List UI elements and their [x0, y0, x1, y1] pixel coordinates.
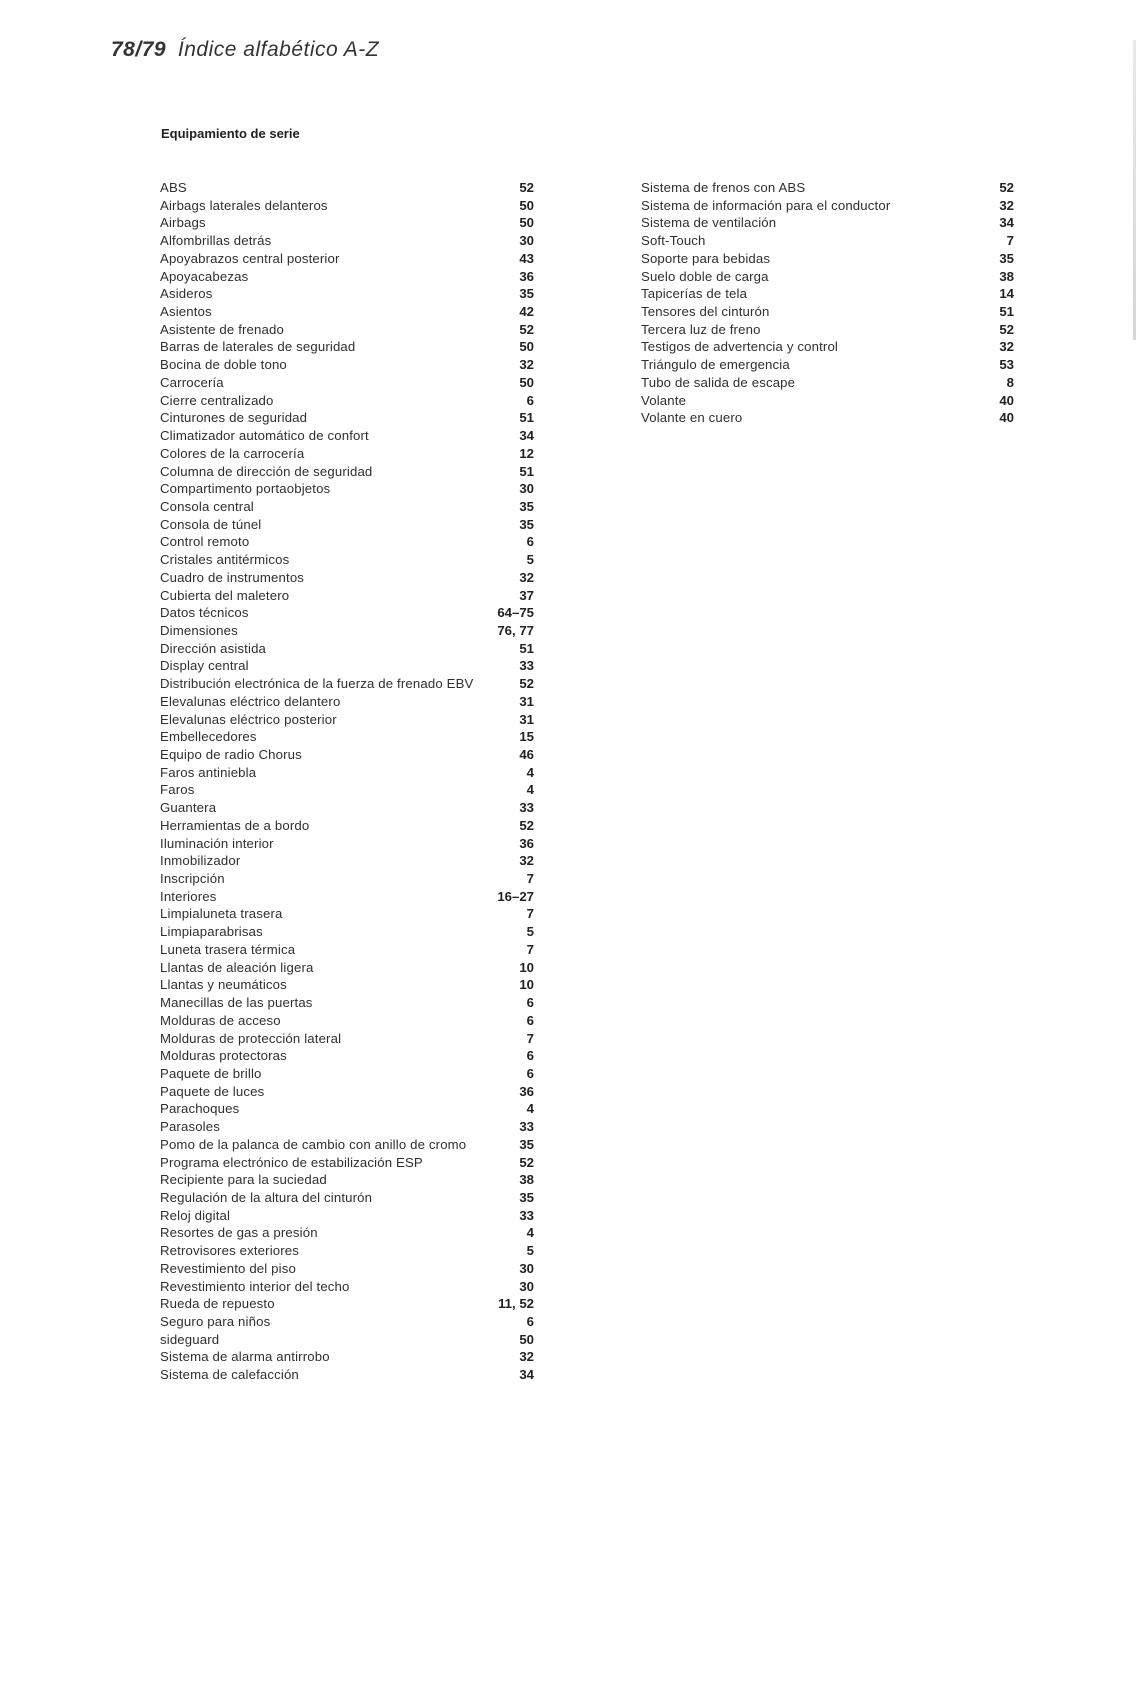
index-term: Faros antiniebla	[160, 764, 257, 780]
index-entry	[160, 905, 534, 923]
index-page-ref: 33	[519, 800, 534, 816]
index-entry	[641, 321, 1014, 339]
index-term: Cristales antitérmicos	[160, 552, 290, 568]
index-page-ref: 52	[519, 180, 534, 195]
index-entry	[160, 976, 534, 994]
index-entry	[641, 285, 1014, 303]
index-term: Luneta trasera térmica	[160, 941, 296, 957]
index-term: Pomo de la palanca de cambio con anillo de cromo	[160, 1136, 467, 1152]
index-entry	[641, 392, 1014, 410]
index-entry	[160, 409, 534, 427]
index-page-ref: 36	[519, 268, 534, 284]
index-term: Alfombrillas detrás	[160, 233, 272, 249]
index-term: Embellecedores	[160, 729, 257, 745]
index-term: Tensores del cinturón	[641, 304, 770, 320]
index-term: Testigos de advertencia y control	[641, 339, 839, 355]
index-entry	[641, 409, 1014, 427]
index-term: Rueda de repuesto	[160, 1296, 275, 1312]
index-term: Tubo de salida de escape	[641, 374, 796, 390]
index-page-ref: 46	[519, 747, 534, 762]
index-page-ref: 64–75	[497, 605, 534, 621]
index-entry	[160, 338, 534, 356]
index-entry	[160, 445, 534, 463]
index-entry	[160, 1260, 534, 1278]
index-term: ABS	[160, 180, 187, 195]
index-column-left	[160, 179, 534, 1384]
index-entry	[160, 569, 534, 587]
index-page-ref: 14	[999, 286, 1014, 302]
index-term: Cuadro de instrumentos	[160, 569, 305, 585]
index-entry	[160, 214, 534, 232]
index-term: Tapicerías de tela	[641, 286, 748, 302]
index-entry	[641, 356, 1014, 374]
index-page-ref: 6	[526, 392, 534, 408]
index-term: Sistema de alarma antirrobo	[160, 1349, 330, 1365]
index-page-ref: 53	[999, 357, 1014, 373]
index-page-ref: 31	[519, 693, 534, 709]
index-entry	[160, 1083, 534, 1101]
index-page-ref: 16–27	[497, 888, 534, 904]
index-entry	[160, 551, 534, 569]
index-entry	[160, 1366, 534, 1384]
index-page-ref: 40	[999, 392, 1014, 408]
index-term: Display central	[160, 658, 249, 674]
index-entry	[160, 1313, 534, 1331]
index-page-ref: 35	[519, 1136, 534, 1152]
index-term: Paquete de brillo	[160, 1065, 262, 1081]
index-term: Apoyabrazos central posterior	[160, 250, 340, 266]
index-entry	[160, 888, 534, 906]
index-page-ref: 40	[999, 410, 1014, 426]
index-entry	[160, 1295, 534, 1313]
index-page-ref: 31	[519, 711, 534, 727]
index-page-ref: 4	[526, 1225, 534, 1241]
index-page-ref: 35	[519, 498, 534, 514]
index-term: Paquete de luces	[160, 1083, 265, 1099]
index-page-ref: 6	[526, 1048, 534, 1064]
index-term: Asistente de frenado	[160, 321, 284, 337]
index-term: Distribución electrónica de la fuerza de frenado EBV	[160, 676, 474, 692]
index-entry	[160, 1118, 534, 1136]
index-page-ref: 76, 77	[497, 622, 534, 638]
index-entry	[160, 728, 534, 746]
index-entry	[160, 516, 534, 534]
index-page-ref: 50	[519, 339, 534, 355]
index-page-ref: 5	[526, 924, 534, 940]
index-entry	[160, 835, 534, 853]
index-term: Parasoles	[160, 1119, 220, 1135]
index-entry	[160, 197, 534, 215]
index-page-ref: 52	[999, 321, 1014, 337]
index-entry	[641, 232, 1014, 250]
index-entry	[641, 179, 1014, 197]
index-page-ref: 5	[526, 1243, 534, 1259]
index-entry	[160, 498, 534, 516]
index-entry	[160, 799, 534, 817]
index-page-ref: 51	[519, 410, 534, 426]
index-entry	[160, 250, 534, 268]
index-page-ref: 38	[519, 1172, 534, 1188]
index-entry	[160, 994, 534, 1012]
index-page-ref: 6	[526, 1065, 534, 1081]
index-page-ref: 10	[519, 977, 534, 993]
index-entry	[160, 1171, 534, 1189]
index-page-ref: 4	[526, 764, 534, 780]
index-term: Molduras de acceso	[160, 1012, 281, 1028]
index-page-ref: 7	[526, 871, 534, 887]
index-page-ref: 6	[526, 995, 534, 1011]
index-entry	[160, 764, 534, 782]
index-entry	[160, 941, 534, 959]
index-entry	[160, 1207, 534, 1225]
index-term: Cinturones de seguridad	[160, 410, 308, 426]
index-term: Bocina de doble tono	[160, 357, 287, 373]
index-entry	[641, 303, 1014, 321]
index-page-ref: 8	[1006, 374, 1014, 390]
index-page-ref: 34	[519, 1367, 534, 1383]
index-entry	[641, 214, 1014, 232]
index-page-ref: 33	[519, 1207, 534, 1223]
index-term: Sistema de ventilación	[641, 215, 777, 231]
index-page-ref: 42	[519, 304, 534, 320]
index-entry	[160, 711, 534, 729]
index-page-ref: 52	[519, 1154, 534, 1170]
page-numbers: 78/79	[111, 38, 167, 61]
index-page-ref: 52	[519, 321, 534, 337]
index-term: Regulación de la altura del cinturón	[160, 1189, 373, 1205]
index-entry	[160, 693, 534, 711]
index-page-ref: 7	[526, 906, 534, 922]
index-term: Tercera luz de freno	[641, 321, 761, 337]
index-page-ref: 7	[1006, 233, 1014, 249]
index-term: Control remoto	[160, 534, 250, 550]
index-page-ref: 30	[519, 1260, 534, 1276]
index-page-ref: 52	[519, 817, 534, 833]
index-page-ref: 50	[519, 215, 534, 231]
index-term: Asientos	[160, 304, 212, 320]
index-page-ref: 32	[519, 569, 534, 585]
index-entry	[160, 870, 534, 888]
page-header	[111, 38, 379, 62]
index-entry	[160, 1278, 534, 1296]
index-column-right	[641, 179, 1014, 427]
index-term: Triángulo de emergencia	[641, 357, 790, 373]
index-page-ref: 33	[519, 658, 534, 674]
index-term: Columna de dirección de seguridad	[160, 463, 373, 479]
index-page-ref: 50	[519, 197, 534, 213]
index-entry	[160, 817, 534, 835]
index-page-ref: 4	[526, 1101, 534, 1117]
index-entry	[160, 285, 534, 303]
index-entry	[641, 268, 1014, 286]
index-term: Seguro para niños	[160, 1314, 271, 1329]
index-page-ref: 50	[519, 1331, 534, 1347]
index-entry	[160, 463, 534, 481]
index-page-ref: 30	[519, 1278, 534, 1294]
index-page-ref: 50	[519, 374, 534, 390]
index-entry	[160, 232, 534, 250]
index-term: Reloj digital	[160, 1207, 231, 1223]
index-term: Limpiaparabrisas	[160, 924, 263, 940]
index-entry	[160, 1012, 534, 1030]
index-page-ref: 35	[519, 1189, 534, 1205]
index-entry	[160, 923, 534, 941]
index-page-ref: 5	[526, 552, 534, 568]
index-term: Sistema de frenos con ABS	[641, 180, 806, 195]
index-term: Soporte para bebidas	[641, 250, 771, 266]
index-page-ref: 37	[519, 587, 534, 603]
index-term: Soft-Touch	[641, 233, 706, 249]
index-term: Asideros	[160, 286, 213, 302]
index-page-ref: 52	[519, 676, 534, 692]
index-entry	[160, 1242, 534, 1260]
index-entry	[160, 268, 534, 286]
index-entry	[160, 179, 534, 197]
index-entry	[160, 533, 534, 551]
index-term: Volante en cuero	[641, 410, 743, 426]
index-page-ref: 6	[526, 1012, 534, 1028]
index-term: Retrovisores exteriores	[160, 1243, 300, 1259]
index-term: Elevalunas eléctrico delantero	[160, 693, 341, 709]
index-term: Cubierta del maletero	[160, 587, 290, 603]
index-entry	[160, 1348, 534, 1366]
index-entry	[160, 1331, 534, 1349]
index-term: Inscripción	[160, 871, 225, 887]
index-entry	[160, 587, 534, 605]
index-term: Climatizador automático de confort	[160, 428, 369, 444]
index-entry	[160, 1065, 534, 1083]
index-entry	[641, 338, 1014, 356]
index-term: Datos técnicos	[160, 605, 249, 621]
index-page-ref: 6	[526, 534, 534, 550]
index-page-ref: 36	[519, 1083, 534, 1099]
index-entry	[160, 321, 534, 339]
index-entry	[160, 640, 534, 658]
index-term: Llantas de aleación ligera	[160, 959, 314, 975]
index-entry	[641, 250, 1014, 268]
index-term: Sistema de información para el conductor	[641, 197, 891, 213]
index-term: Dimensiones	[160, 622, 238, 638]
index-term: Dirección asistida	[160, 640, 267, 656]
index-page-ref: 7	[526, 1030, 534, 1046]
index-entry	[160, 1154, 534, 1172]
index-page-ref: 35	[999, 250, 1014, 266]
index-page-ref: 32	[519, 1349, 534, 1365]
index-page-ref: 51	[999, 304, 1014, 320]
index-page-ref: 36	[519, 835, 534, 851]
index-page-ref: 32	[999, 339, 1014, 355]
index-page-ref: 30	[519, 481, 534, 497]
index-page-ref: 7	[526, 941, 534, 957]
index-term: Iluminación interior	[160, 835, 274, 851]
index-page-ref: 33	[519, 1119, 534, 1135]
index-page-ref: 32	[999, 197, 1014, 213]
index-entry	[641, 374, 1014, 392]
index-term: Limpialuneta trasera	[160, 906, 283, 922]
index-term: Recipiente para la suciedad	[160, 1172, 327, 1188]
index-page-ref: 35	[519, 516, 534, 532]
index-entry	[160, 959, 534, 977]
index-term: Llantas y neumáticos	[160, 977, 287, 993]
index-term: Volante	[641, 392, 687, 408]
index-page-ref: 30	[519, 233, 534, 249]
index-entry	[160, 852, 534, 870]
index-entry	[160, 746, 534, 764]
index-entry	[160, 657, 534, 675]
index-term: Consola de túnel	[160, 516, 262, 532]
index-page-ref: 4	[526, 782, 534, 798]
index-term: Airbags laterales delanteros	[160, 197, 328, 213]
index-term: Interiores	[160, 888, 217, 904]
index-page-ref: 43	[519, 250, 534, 266]
index-entry	[160, 1224, 534, 1242]
index-entry	[160, 1189, 534, 1207]
index-page-ref: 34	[999, 215, 1014, 231]
index-page-ref: 51	[519, 640, 534, 656]
index-term: Equipo de radio Chorus	[160, 747, 302, 762]
index-term: Sistema de calefacción	[160, 1367, 299, 1383]
index-term: Airbags	[160, 215, 206, 231]
index-term: Programa electrónico de estabilización ESP	[160, 1154, 423, 1170]
index-entry	[160, 427, 534, 445]
index-page-ref: 15	[519, 729, 534, 745]
index-page-ref: 51	[519, 463, 534, 479]
index-page-ref: 32	[519, 853, 534, 869]
index-entry	[160, 1030, 534, 1048]
index-page-ref: 11, 52	[498, 1296, 534, 1312]
index-page-ref: 35	[519, 286, 534, 302]
index-entry	[160, 1136, 534, 1154]
index-term: Parachoques	[160, 1101, 240, 1117]
index-page-ref: 12	[519, 445, 534, 461]
index-entry	[160, 392, 534, 410]
index-term: Colores de la carrocería	[160, 445, 305, 461]
index-term: Guantera	[160, 800, 217, 816]
index-term: Herramientas de a bordo	[160, 817, 310, 833]
index-entry	[160, 356, 534, 374]
index-term: Cierre centralizado	[160, 392, 274, 408]
index-term: Carrocería	[160, 374, 224, 390]
index-term: Compartimento portaobjetos	[160, 481, 331, 497]
index-entry	[160, 1100, 534, 1118]
index-page-ref: 32	[519, 357, 534, 373]
index-entry	[160, 1047, 534, 1065]
index-term: Molduras de protección lateral	[160, 1030, 342, 1046]
index-page-ref: 38	[999, 268, 1014, 284]
index-entry	[160, 675, 534, 693]
index-entry	[160, 781, 534, 799]
index-entry	[641, 197, 1014, 215]
index-entry	[160, 303, 534, 321]
index-term: Faros	[160, 782, 195, 798]
page-title: Índice alfabético A-Z	[177, 38, 380, 61]
index-term: Molduras protectoras	[160, 1048, 287, 1064]
index-entry	[160, 622, 534, 640]
index-page-ref: 6	[526, 1314, 534, 1329]
index-term: Resortes de gas a presión	[160, 1225, 318, 1241]
index-page-ref: 52	[999, 180, 1014, 195]
index-term: Consola central	[160, 498, 254, 514]
index-term: Inmobilizador	[160, 853, 241, 869]
section-title: Equipamiento de serie	[161, 126, 300, 141]
index-page-ref: 34	[519, 428, 534, 444]
index-term: Barras de laterales de seguridad	[160, 339, 356, 355]
index-term: Manecillas de las puertas	[160, 995, 313, 1011]
index-term: Suelo doble de carga	[641, 268, 769, 284]
index-page-ref: 10	[519, 959, 534, 975]
index-term: Revestimiento del piso	[160, 1260, 296, 1276]
index-term: sideguard	[160, 1331, 220, 1347]
index-entry	[160, 480, 534, 498]
index-entry	[160, 604, 534, 622]
index-term: Revestimiento interior del techo	[160, 1278, 350, 1294]
index-entry	[160, 374, 534, 392]
index-term: Elevalunas eléctrico posterior	[160, 711, 337, 727]
index-term: Apoyacabezas	[160, 268, 249, 284]
